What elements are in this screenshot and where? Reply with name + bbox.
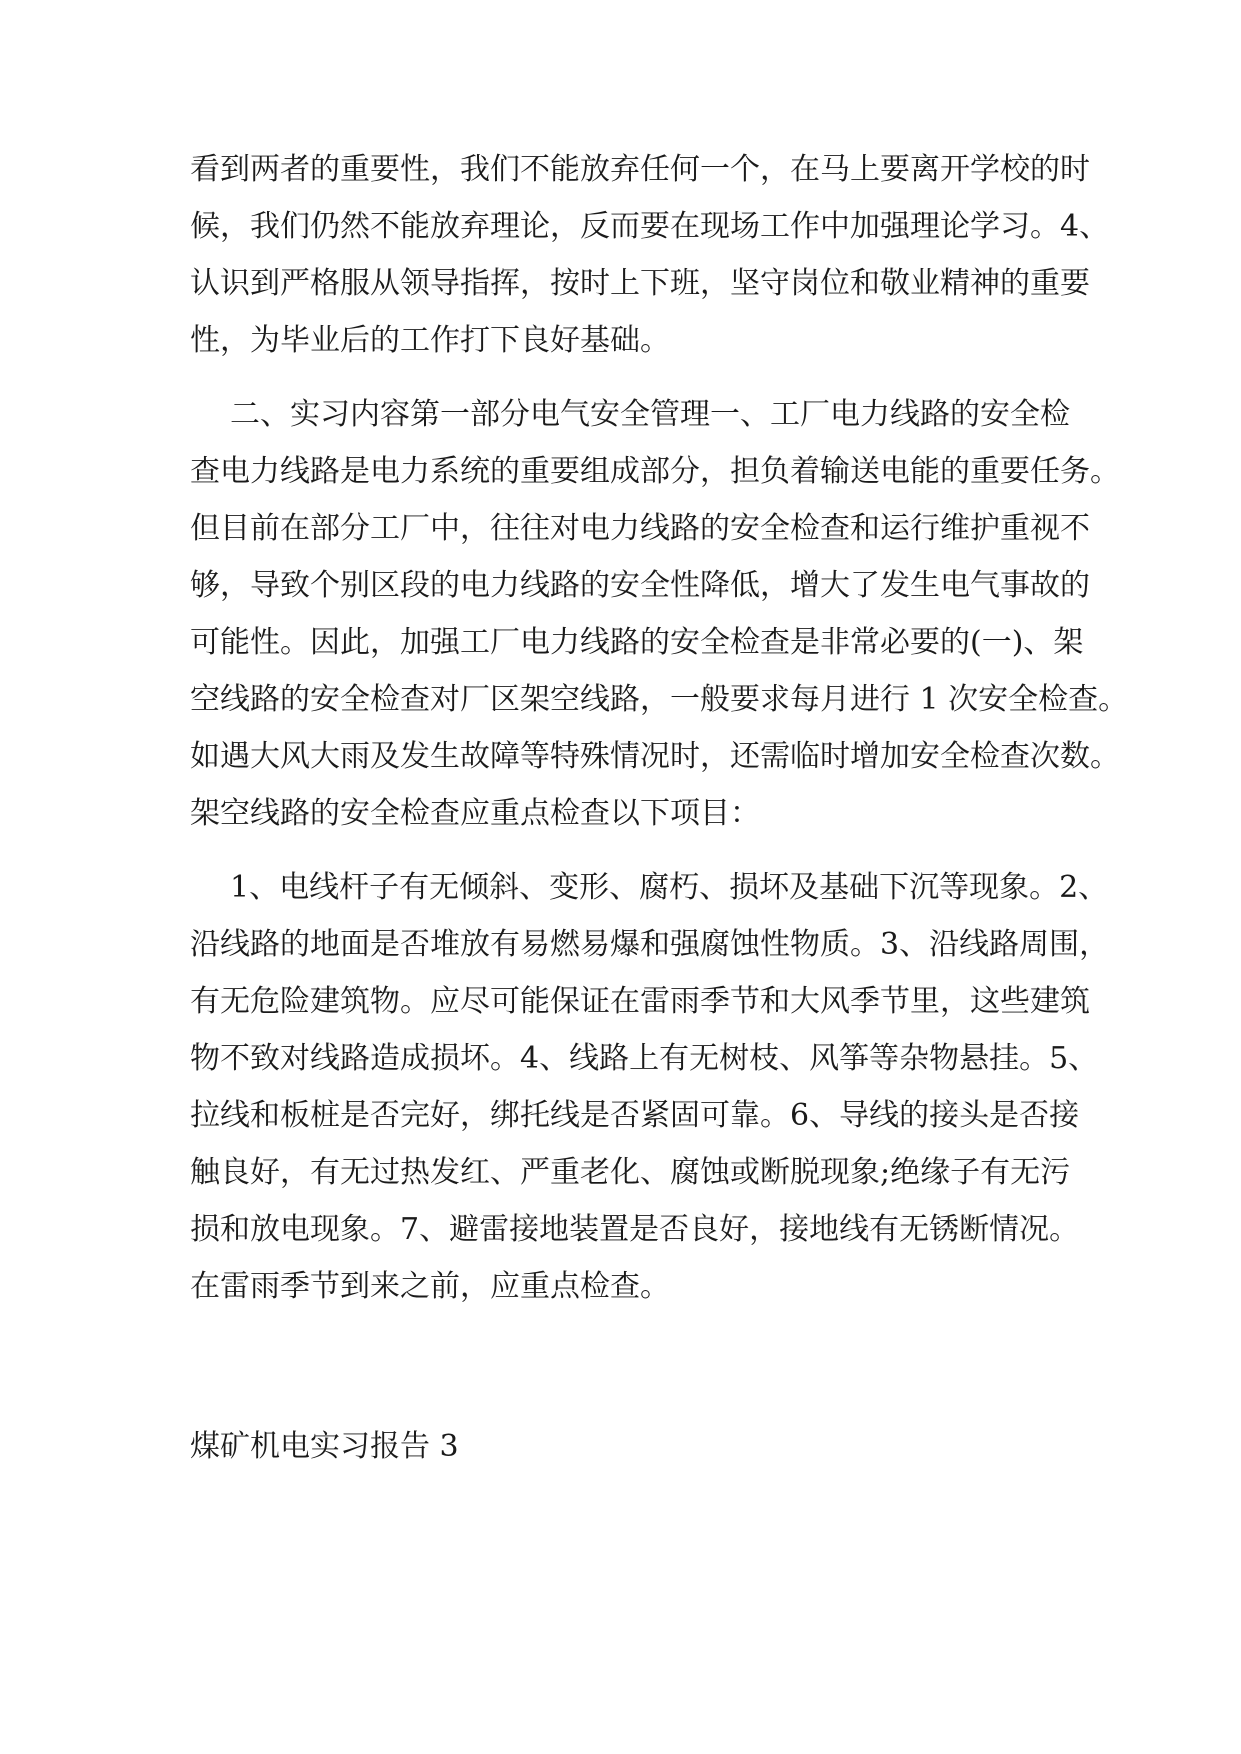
paragraph-3-line-6: 触良好，有无过热发红、严重老化、腐蚀或断脱现象;绝缘子有无污 — [190, 1155, 1071, 1190]
paragraph-2-line-2: 查电力线路是电力系统的重要组成部分，担负着输送电能的重要任务。 — [190, 454, 1120, 489]
paragraph-2-line-3: 但目前在部分工厂中，往往对电力线路的安全检查和运行维护重视不 — [190, 511, 1090, 546]
paragraph-2-line-6: 空线路的安全检查对厂区架空线路，一般要求每月进行 1 次安全检查。 — [190, 682, 1129, 717]
paragraph-3-line-1: 1、电线杆子有无倾斜、变形、腐朽、损坏及基础下沉等现象。2、 — [230, 870, 1109, 905]
paragraph-1-line-1: 看到两者的重要性，我们不能放弃任何一个，在马上要离开学校的时 — [190, 152, 1090, 187]
paragraph-1-line-4: 性，为毕业后的工作打下良好基础。 — [190, 323, 670, 358]
paragraph-2-line-8: 架空线路的安全检查应重点检查以下项目： — [190, 796, 760, 831]
paragraph-3-line-5: 拉线和板桩是否完好，绑托线是否紧固可靠。6、导线的接头是否接 — [190, 1098, 1080, 1133]
paragraph-3-line-3: 有无危险建筑物。应尽可能保证在雷雨季节和大风季节里，这些建筑 — [190, 984, 1090, 1019]
paragraph-2-line-5: 可能性。因此，加强工厂电力线路的安全检查是非常必要的(一)、架 — [190, 625, 1084, 660]
paragraph-1-line-3: 认识到严格服从领导指挥，按时上下班，坚守岗位和敬业精神的重要 — [190, 266, 1090, 301]
paragraph-3-line-2: 沿线路的地面是否堆放有易燃易爆和强腐蚀性物质。3、沿线路周围， — [190, 927, 1110, 962]
paragraph-2-line-1: 二、实习内容第一部分电气安全管理一、工厂电力线路的安全检 — [230, 397, 1070, 432]
paragraph-3-line-8: 在雷雨季节到来之前，应重点检查。 — [190, 1269, 670, 1304]
paragraph-3-line-4: 物不致对线路造成损坏。4、线路上有无树枝、风筝等杂物悬挂。5、 — [190, 1041, 1099, 1076]
paragraph-1-line-2: 候，我们仍然不能放弃理论，反而要在现场工作中加强理论学习。4、 — [190, 209, 1110, 244]
paragraph-2-line-4: 够，导致个别区段的电力线路的安全性降低，增大了发生电气事故的 — [190, 568, 1090, 603]
section-title: 煤矿机电实习报告 3 — [190, 1429, 459, 1464]
paragraph-3-line-7: 损和放电现象。7、避雷接地装置是否良好，接地线有无锈断情况。 — [190, 1212, 1080, 1247]
paragraph-2-line-7: 如遇大风大雨及发生故障等特殊情况时，还需临时增加安全检查次数。 — [190, 739, 1120, 774]
